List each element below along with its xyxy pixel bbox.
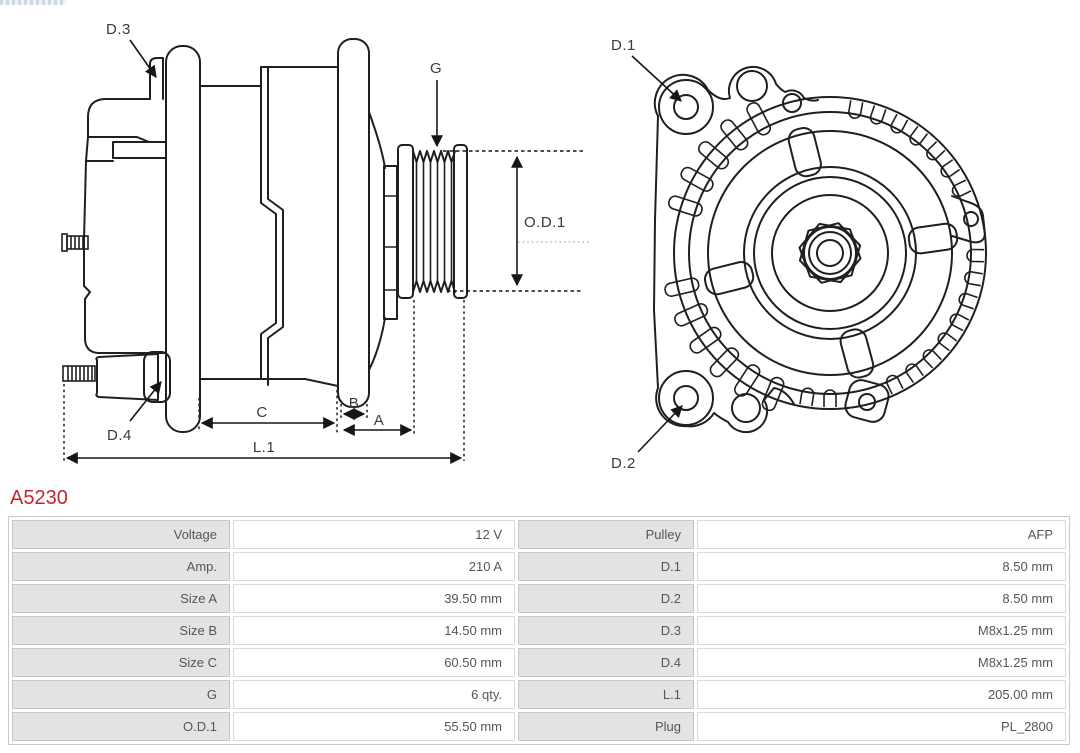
side-view-drawing xyxy=(0,0,600,480)
rim-vent-notches xyxy=(800,100,984,407)
spec-label: Pulley xyxy=(518,520,694,549)
spec-label: Voltage xyxy=(12,520,230,549)
spec-label: Amp. xyxy=(12,552,230,581)
dim-label-b: B xyxy=(348,395,360,412)
dim-label-g: G xyxy=(430,60,443,77)
spec-value: M8x1.25 mm xyxy=(697,648,1066,677)
dim-label-od1: O.D.1 xyxy=(524,214,566,231)
spec-value: 205.00 mm xyxy=(697,680,1066,709)
dim-label-d4: D.4 xyxy=(107,427,132,444)
spec-value: 6 qty. xyxy=(233,680,515,709)
spec-label: Size B xyxy=(12,616,230,645)
spec-label: Plug xyxy=(518,712,694,741)
dim-label-d2: D.2 xyxy=(611,455,636,472)
bottom-tab-hole xyxy=(859,394,875,410)
spec-label: D.1 xyxy=(518,552,694,581)
spec-label: G xyxy=(12,680,230,709)
spec-value: AFP xyxy=(697,520,1066,549)
dim-label-c: C xyxy=(256,404,268,421)
spec-value: M8x1.25 mm xyxy=(697,616,1066,645)
d3-boss xyxy=(150,58,163,99)
spec-table xyxy=(8,516,1070,745)
shaft-hub xyxy=(744,167,916,339)
spec-value: 210 A xyxy=(233,552,515,581)
mounting-stud xyxy=(63,366,95,381)
pulley xyxy=(398,145,467,298)
spec-label: L.1 xyxy=(518,680,694,709)
dim-label-l1: L.1 xyxy=(252,439,276,456)
rear-dimensions xyxy=(611,37,682,472)
spec-label: D.4 xyxy=(518,648,694,677)
lower-hole xyxy=(732,394,760,422)
spec-label: Size A xyxy=(12,584,230,613)
dim-label-d1: D.1 xyxy=(611,37,636,54)
part-number: A5230 xyxy=(10,487,68,509)
spec-label: D.2 xyxy=(518,584,694,613)
rear-housing xyxy=(654,67,986,432)
spec-label: Size C xyxy=(12,648,230,677)
spec-value: PL_2800 xyxy=(697,712,1066,741)
rear-view-drawing xyxy=(590,10,1080,480)
bottom-tab xyxy=(843,377,891,424)
d2-hole xyxy=(674,386,698,410)
alternator-rear-housing xyxy=(62,99,170,402)
upper-hole xyxy=(737,71,767,101)
spec-value: 39.50 mm xyxy=(233,584,515,613)
d4-boss xyxy=(96,354,158,400)
spec-value: 55.50 mm xyxy=(233,712,515,741)
spec-value: 14.50 mm xyxy=(233,616,515,645)
spec-value: 12 V xyxy=(233,520,515,549)
spokes xyxy=(703,126,959,380)
side-dimensions xyxy=(64,21,590,461)
spec-label: D.3 xyxy=(518,616,694,645)
d2-lug xyxy=(659,371,713,425)
dim-label-d3: D.3 xyxy=(106,21,131,38)
spec-value: 8.50 mm xyxy=(697,584,1066,613)
spec-value: 60.50 mm xyxy=(233,648,515,677)
dim-label-a: A xyxy=(373,412,385,429)
spec-value: 8.50 mm xyxy=(697,552,1066,581)
spec-label: O.D.1 xyxy=(12,712,230,741)
alternator-body xyxy=(150,39,397,432)
